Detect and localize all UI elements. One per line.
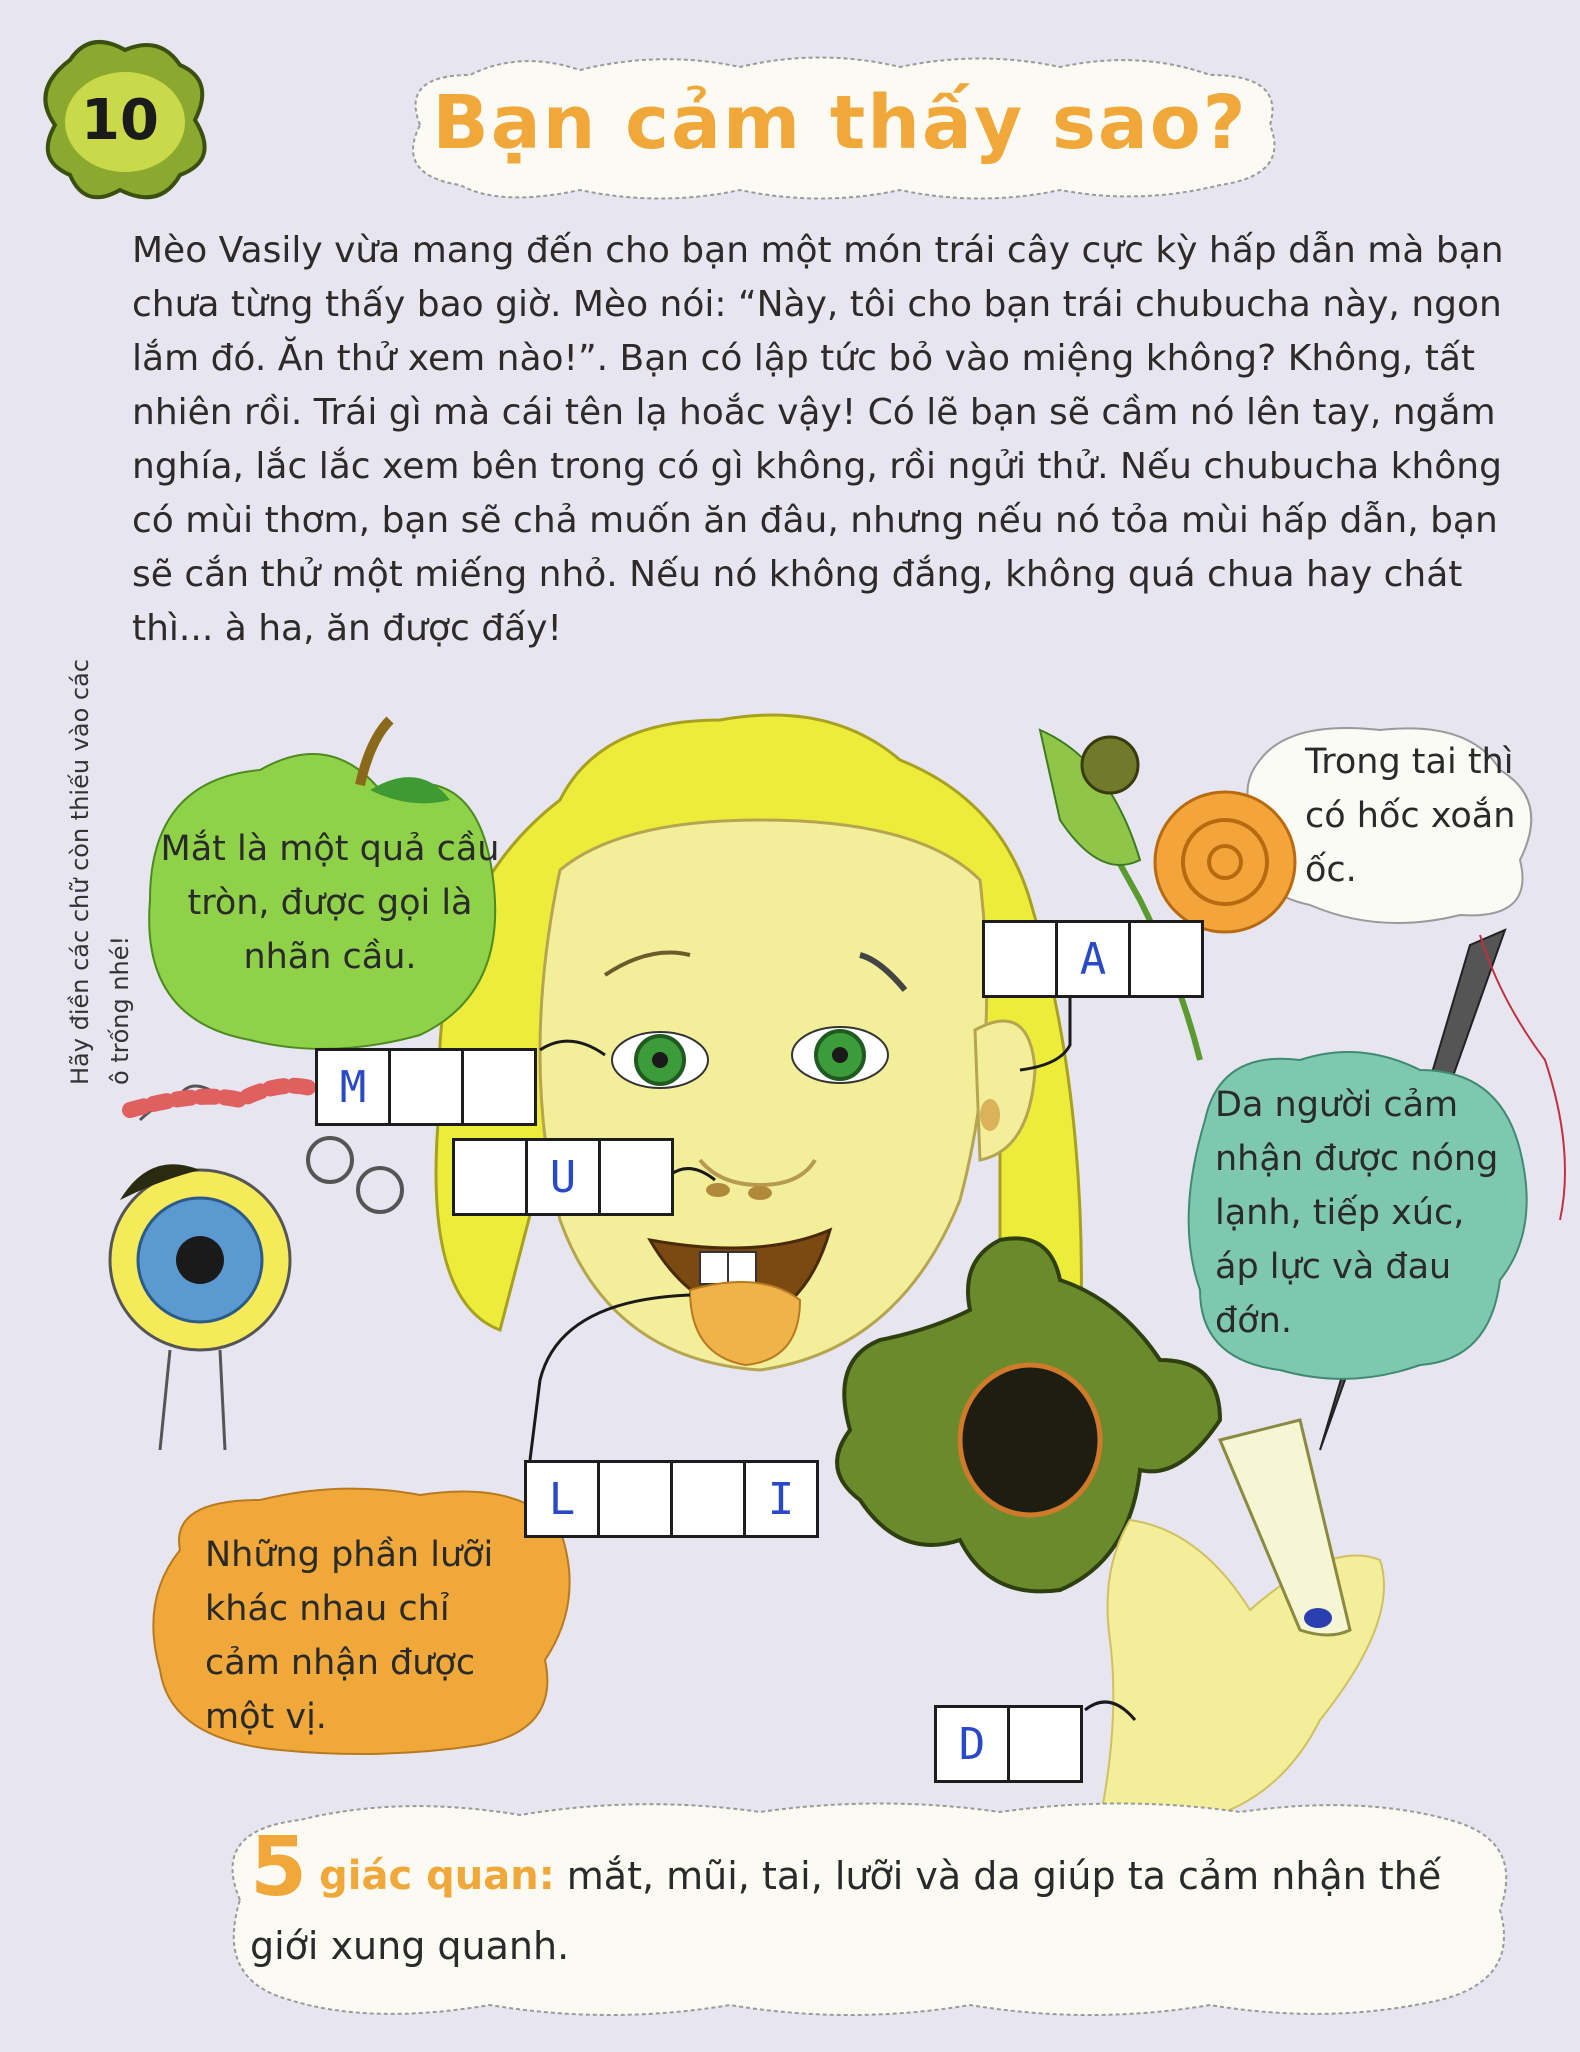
crossword-cell[interactable] xyxy=(982,920,1058,998)
crossword-cell[interactable]: A xyxy=(1055,920,1131,998)
footer-label: giác quan: xyxy=(319,1853,555,1899)
crossword-cell[interactable]: U xyxy=(525,1138,601,1216)
crossword-skin xyxy=(937,1705,1083,1783)
tongue-bubble-text: Những phần lưỡi khác nhau chỉ cảm nhận được một vị. xyxy=(205,1535,494,1737)
worm-shape xyxy=(130,1086,310,1110)
footer-number: 5 xyxy=(250,1820,308,1915)
crossword-cell[interactable] xyxy=(598,1138,674,1216)
footer-summary xyxy=(250,1820,1500,1977)
intro-paragraph: Mèo Vasily vừa mang đến cho bạn một món trái cây cực kỳ hấp dẫn mà bạn chưa từng thấy bao giờ. Mèo nói: “Này, tôi cho bạn trái chubucha này, ngon lắm đó. Ăn thử xem nào!”. Bạn có lập tức bỏ vào miệng không? Không, tất nhiên rồi. Trái gì mà cái tên lạ hoắc vậy! Có lẽ bạn sẽ cầm nó lên tay, ngắm nghía, lắc lắc xem bên trong có gì không, rồi ngửi thử. Nếu chubucha không có mùi thơm, bạn sẽ chả muốn ăn đâu, nhưng nếu nó tỏa mùi hấp dẫn, bạn sẽ cắn thử một miếng nhỏ. Nếu nó không đắng, không quá chua hay chát thì... à ha, ăn được đấy! xyxy=(132,230,1504,649)
crossword-cell[interactable] xyxy=(670,1460,746,1538)
ear-bubble-text: Trong tai thì có hốc xoắn ốc. xyxy=(1305,742,1516,890)
crossword-cell[interactable] xyxy=(388,1048,464,1126)
crossword-tongue xyxy=(527,1460,819,1538)
crossword-nose xyxy=(455,1138,674,1216)
crossword-cell[interactable] xyxy=(461,1048,537,1126)
crossword-cell[interactable] xyxy=(597,1460,673,1538)
page-number: 10 xyxy=(81,88,159,153)
footer-text: mắt, mũi, tai, lưỡi và da giúp ta cảm nhận thế giới xung quanh. xyxy=(250,1854,1442,1968)
hand-shape xyxy=(1100,1520,1384,1820)
instruction-note: Hãy điền các chữ còn thiếu vào các ô trống nhé! xyxy=(66,659,134,1085)
crossword-cell[interactable]: L xyxy=(524,1460,600,1538)
crossword-cell[interactable]: D xyxy=(934,1705,1010,1783)
eye-bubble-text: Mắt là một quả cầu tròn, được gọi là nhãn cầu. xyxy=(160,829,500,977)
crossword-ear xyxy=(985,920,1204,998)
skin-bubble-text: Da người cảm nhận được nóng lạnh, tiếp xúc, áp lực và đau đớn. xyxy=(1215,1085,1499,1341)
page-title: Bạn cảm thấy sao? xyxy=(432,80,1248,166)
crossword-cell[interactable] xyxy=(452,1138,528,1216)
crossword-cell[interactable]: M xyxy=(315,1048,391,1126)
crossword-eye xyxy=(318,1048,537,1126)
crossword-cell[interactable] xyxy=(1007,1705,1083,1783)
crossword-cell[interactable] xyxy=(1128,920,1204,998)
crossword-cell[interactable]: I xyxy=(743,1460,819,1538)
